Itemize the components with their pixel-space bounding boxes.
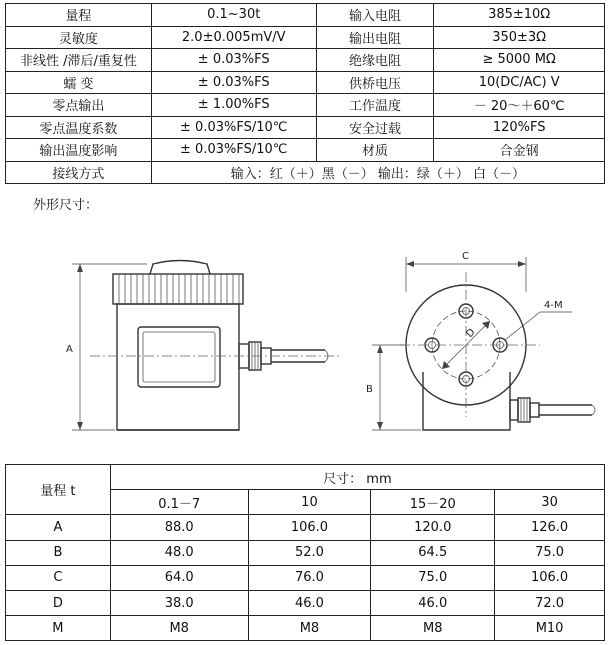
dim-name: D <box>6 590 111 615</box>
dim-value: 48.0 <box>110 540 248 565</box>
spec-value: 120%FS <box>434 116 605 139</box>
dim-name: A <box>6 515 111 540</box>
dim-value: 106.0 <box>495 565 605 590</box>
spec-label: 输出电阻 <box>316 26 434 49</box>
spec-value: － 20～＋60℃ <box>434 94 605 117</box>
dim-value: M8 <box>110 616 248 641</box>
dim-value: M8 <box>371 616 495 641</box>
spec-label: 工作温度 <box>316 94 434 117</box>
range-column: 30 <box>495 490 605 515</box>
spec-value: 385±10Ω <box>434 4 605 27</box>
spec-row <box>6 26 605 49</box>
spec-label: 蠕 变 <box>6 71 152 94</box>
spec-value: ± 0.03%FS <box>151 71 316 94</box>
spec-value: ≥ 5000 MΩ <box>434 49 605 72</box>
wiring-label: 接线方式 <box>6 161 152 184</box>
spec-value: ± 0.03%FS <box>151 49 316 72</box>
top-view <box>366 251 595 430</box>
dimension-table <box>5 464 605 641</box>
spec-value: ± 1.00%FS <box>151 94 316 117</box>
dim-value: 46.0 <box>248 590 371 615</box>
range-column: 0.1－7 <box>110 490 248 515</box>
dim-value: 64.0 <box>110 565 248 590</box>
wiring-row <box>6 161 605 184</box>
dim-name: C <box>6 565 111 590</box>
dim-name: B <box>6 540 111 565</box>
spec-label: 灵敏度 <box>6 26 152 49</box>
range-column: 15－20 <box>371 490 495 515</box>
spec-row <box>6 4 605 27</box>
dim-value: 52.0 <box>248 540 371 565</box>
spec-row <box>6 139 605 162</box>
spec-label: 量程 <box>6 4 152 27</box>
spec-label: 输入电阻 <box>316 4 434 27</box>
spec-value: ± 0.03%FS/10℃ <box>151 116 316 139</box>
spec-value: 2.0±0.005mV/V <box>151 26 316 49</box>
spec-row <box>6 94 605 117</box>
spec-value: 350±3Ω <box>434 26 605 49</box>
dim-label-d: D <box>464 326 478 341</box>
spec-label: 材质 <box>316 139 434 162</box>
spec-value: 0.1~30t <box>151 4 316 27</box>
dim-value: 75.0 <box>371 565 495 590</box>
range-header: 量程 t <box>6 465 111 515</box>
spec-row <box>6 116 605 139</box>
dim-value: 72.0 <box>495 590 605 615</box>
spec-table <box>5 3 605 184</box>
dims-row <box>6 616 605 641</box>
dims-row <box>6 590 605 615</box>
dim-value: 64.5 <box>371 540 495 565</box>
side-view <box>66 261 340 431</box>
dim-name: M <box>6 616 111 641</box>
spec-label: 零点输出 <box>6 94 152 117</box>
spec-row <box>6 71 605 94</box>
spec-value: 10(DC/AC) V <box>434 71 605 94</box>
spec-value: ± 0.03%FS/10℃ <box>151 139 316 162</box>
spec-label: 零点温度系数 <box>6 116 152 139</box>
spec-label: 安全过载 <box>316 116 434 139</box>
spec-label: 输出温度影响 <box>6 139 152 162</box>
spec-row <box>6 49 605 72</box>
dims-header-row <box>6 465 605 490</box>
dim-value: 106.0 <box>248 515 371 540</box>
range-column: 10 <box>248 490 371 515</box>
dim-label-b: B <box>366 384 373 395</box>
dim-value: 88.0 <box>110 515 248 540</box>
dim-label-a: A <box>66 344 73 355</box>
dimension-drawing <box>0 212 610 462</box>
dims-row <box>6 540 605 565</box>
dims-row <box>6 565 605 590</box>
wiring-value: 输入：红（＋）黑（－） 输出：绿（＋） 白（－） <box>151 161 604 184</box>
dims-row <box>6 515 605 540</box>
size-header: 尺寸： mm <box>110 465 604 490</box>
dim-value: M10 <box>495 616 605 641</box>
spec-label: 供桥电压 <box>316 71 434 94</box>
dim-value: 46.0 <box>371 590 495 615</box>
spec-label: 绝缘电阻 <box>316 49 434 72</box>
thread-label: 4-M <box>544 300 563 311</box>
dim-value: M8 <box>248 616 371 641</box>
dim-label-c: C <box>462 251 469 262</box>
dim-value: 38.0 <box>110 590 248 615</box>
dimension-caption: 外形尺寸： <box>33 198 99 213</box>
dim-value: 120.0 <box>371 515 495 540</box>
dim-value: 75.0 <box>495 540 605 565</box>
spec-value: 合金钢 <box>434 139 605 162</box>
dim-value: 76.0 <box>248 565 371 590</box>
dim-value: 126.0 <box>495 515 605 540</box>
spec-label: 非线性 /滞后/重复性 <box>6 49 152 72</box>
